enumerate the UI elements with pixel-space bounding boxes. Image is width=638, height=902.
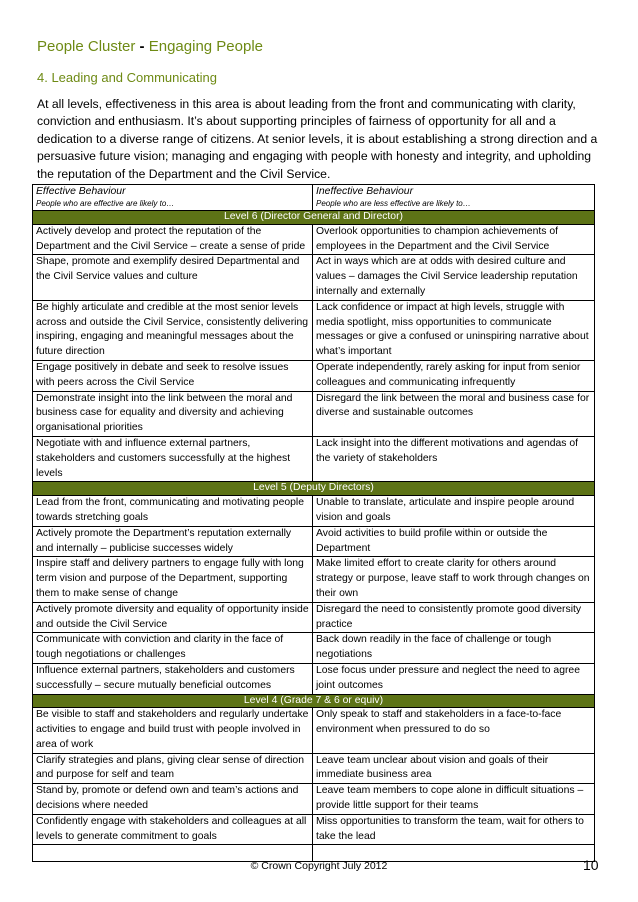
effective-cell: Be visible to staff and stakeholders and regularly undertake activities to engage and build trust with people involved in area of work <box>33 708 313 753</box>
effective-cell: Inspire staff and delivery partners to engage fully with long term vision and purpose of the Department, supporting them to make sense of change <box>33 557 313 602</box>
intro-paragraph: At all levels, effectiveness in this area is about leading from the front and communicating with clarity, conviction and enthusiasm. It’s about supporting principles of fairness of opportunity for all and a dedication to a diverse range of citizens. At senior levels, it is about establishing a strong direction and a persuasive future vision; managing and engaging with people with honesty and integrity, and upholding the reputation of the Department and the Civil Service. <box>37 97 598 181</box>
page-title <box>37 38 263 55</box>
effective-cell: Confidently engage with stakeholders and colleagues at all levels to generate commitment to goals <box>33 814 313 845</box>
table-row <box>33 784 595 815</box>
ineffective-cell: Lose focus under pressure and neglect the need to agree joint outcomes <box>313 663 595 694</box>
table-row <box>33 360 595 391</box>
table-row <box>33 224 595 255</box>
ineffective-cell: Leave team unclear about vision and goals of their immediate business area <box>313 753 595 784</box>
effective-cell: Influence external partners, stakeholders and customers successfully – secure mutually beneficial outcomes <box>33 663 313 694</box>
footer-copyright: © Crown Copyright July 2012 <box>250 860 388 872</box>
table-row <box>33 526 595 557</box>
ineffective-cell: Overlook opportunities to champion achievements of employees in the Department and the Civil Service <box>313 224 595 255</box>
table-row <box>33 814 595 845</box>
section-heading: 4. Leading and Communicating <box>37 70 217 85</box>
effective-cell: Communicate with conviction and clarity in the face of tough negotiations or challenges <box>33 633 313 664</box>
effective-cell: Engage positively in debate and seek to resolve issues with peers across the Civil Service <box>33 360 313 391</box>
level-band-row <box>33 694 595 708</box>
level-band: Level 4 (Grade 7 & 6 or equiv) <box>33 694 595 708</box>
table-row <box>33 602 595 633</box>
table-row <box>33 557 595 602</box>
table-row <box>33 255 595 300</box>
ineffective-cell: Lack insight into the different motivations and agendas of the variety of stakeholders <box>313 436 595 481</box>
title-cluster: People Cluster <box>37 38 136 55</box>
behaviour-table <box>32 184 595 862</box>
level-band-row <box>33 482 595 496</box>
ineffective-cell: Only speak to staff and stakeholders in a face-to-face environment when pressured to do so <box>313 708 595 753</box>
effective-cell: Be highly articulate and credible at the most senior levels across and outside the Civil Service, consistently delivering inspiring, engaging and meaningful messages about the future direction <box>33 300 313 360</box>
ineffective-cell: Unable to translate, articulate and inspire people around vision and goals <box>313 496 595 527</box>
ineffective-cell: Disregard the link between the moral and business case for diverse and sustainable outcomes <box>313 391 595 436</box>
title-separator: - <box>135 38 149 55</box>
page-number: 10 <box>583 857 599 873</box>
ineffective-cell: Act in ways which are at odds with desired culture and values – damages the Civil Service leadership reputation internally and externally <box>313 255 595 300</box>
table-row <box>33 496 595 527</box>
effective-cell: Lead from the front, communicating and motivating people towards stretching goals <box>33 496 313 527</box>
ineffective-header <box>313 185 595 211</box>
table-row <box>33 708 595 753</box>
ineffective-cell: Back down readily in the face of challenge or tough negotiations <box>313 633 595 664</box>
title-topic: Engaging People <box>148 38 263 55</box>
effective-cell: Demonstrate insight into the link between the moral and business case for equality and diversity and achieving organisational priorities <box>33 391 313 436</box>
table-header-row <box>33 185 595 211</box>
level-band: Level 5 (Deputy Directors) <box>33 482 595 496</box>
ineffective-cell: Lack confidence or impact at high levels, struggle with media spotlight, miss opportunities to communicate messages or give a confused or uninspiring narrative about what’s important <box>313 300 595 360</box>
ineffective-cell: Leave team members to cope alone in difficult situations – provide little support for their teams <box>313 784 595 815</box>
effective-cell: Shape, promote and exemplify desired Departmental and the Civil Service values and culture <box>33 255 313 300</box>
level-band-row <box>33 211 595 225</box>
table-row <box>33 663 595 694</box>
ineffective-cell: Avoid activities to build profile within or outside the Department <box>313 526 595 557</box>
behaviour-table-body <box>33 185 595 862</box>
effective-cell: Actively promote the Department’s reputation externally and internally – publicise successes widely <box>33 526 313 557</box>
effective-header-title: Effective Behaviour <box>36 186 126 197</box>
effective-cell: Actively promote diversity and equality of opportunity inside and outside the Civil Service <box>33 602 313 633</box>
level-band: Level 6 (Director General and Director) <box>33 211 595 225</box>
effective-cell: Clarify strategies and plans, giving clear sense of direction and purpose for self and team <box>33 753 313 784</box>
ineffective-cell: Make limited effort to create clarity for others around strategy or purpose, leave staff to work through changes on their own <box>313 557 595 602</box>
table-row <box>33 753 595 784</box>
table-row <box>33 300 595 360</box>
ineffective-cell: Miss opportunities to transform the team, wait for others to take the lead <box>313 814 595 845</box>
ineffective-cell: Disregard the need to consistently promote good diversity practice <box>313 602 595 633</box>
table-row <box>33 391 595 436</box>
effective-cell: Actively develop and protect the reputation of the Department and the Civil Service – create a sense of pride <box>33 224 313 255</box>
ineffective-cell: Operate independently, rarely asking for input from senior colleagues and communicating infrequently <box>313 360 595 391</box>
effective-header-sub: People who are effective are likely to… <box>36 199 175 208</box>
effective-header <box>33 185 313 211</box>
ineffective-header-title: Ineffective Behaviour <box>316 186 414 197</box>
ineffective-header-sub: People who are less effective are likely to… <box>316 199 471 208</box>
effective-cell: Negotiate with and influence external partners, stakeholders and customers successfully at the highest levels <box>33 436 313 481</box>
table-row <box>33 633 595 664</box>
effective-cell: Stand by, promote or defend own and team’s actions and decisions where needed <box>33 784 313 815</box>
table-row <box>33 436 595 481</box>
